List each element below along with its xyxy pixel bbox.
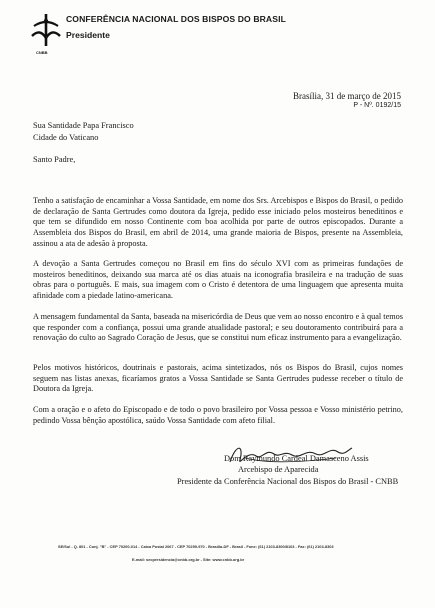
body-paragraph: A devoção a Santa Gertrudes começou no Brasil em fins do século XVI com as primeiras fundações de mosteiros beneditinos, deixando sua marca até os dias atuais na iconografia brasileira e na tradução de suas obras para o português. E mais, sua imagem com o Cristo é detentora de uma linguagem que apresenta muita afinidade com a piedade latino-americana. (33, 259, 403, 301)
recipient-name: Sua Santidade Papa Francisco (33, 121, 134, 130)
logo-caption: CNBB (36, 50, 48, 55)
signatory-name: Dom Raymundo Cardeal Damasceno Assis (224, 454, 369, 463)
signatory-position: Presidente da Conferência Nacional dos Bispos do Brasil - CNBB (177, 477, 399, 486)
salutation: Santo Padre, (33, 155, 76, 164)
recipient-block (33, 120, 134, 143)
letterhead-role: Presidente (66, 30, 110, 40)
body-paragraph: Tenho a satisfação de encaminhar a Vossa Santidade, em nome dos Srs. Arcebispos e Bispos do Brasil, o pedido de declaração de Santa Gertrudes como doutora da Igreja, pedido esse iniciado pelos mosteiros beneditinos e que tem se difundido em nosso Continente com boa acolhida por parte de outros episcopados. Durante a Assembleia dos Bispos do Brasil, em abril de 2014, uma grande maioria de Bispos, presente na Assembleia, assinou a ata de adesão à proposta. (33, 196, 403, 248)
footer-address: SE/Sul - Q. 801 - Conj. "B" - CEP 70200-014 - Caixa Postal 2067 - CEP 70259-970 - Brasília-DF - Brasil - Fone: (61) 2103-8300/8103 - Fax: (61) 2103-8303 (58, 544, 334, 549)
body-paragraph: A mensagem fundamental da Santa, baseada na misericórdia de Deus que vem ao nosso encontro e à qual temos que responder com a confiança, possui uma grande atualidade pastoral; e seu doutoramento contribuirá para a renovação do culto ao Sagrado Coração de Jesus, que se constitui num eficaz instrumento para a evangelização. (33, 312, 403, 343)
reference-number: P - Nº. 0192/15 (353, 102, 401, 109)
body-paragraph: Pelos motivos históricos, doutrinais e pastorais, acima sintetizados, nós os Bispos do Brasil, cujos nomes seguem nas listas anexas, ficaríamos gratos a Vossa Santidade se Santa Gertrudes pudesse receber o título de Doutora da Igreja. (33, 363, 403, 394)
letter-date: Brasília, 31 de março de 2015 (293, 91, 401, 101)
body-paragraph: Com a oração e o afeto do Episcopado e de todo o povo brasileiro por Vossa pessoa e Vosso ministério petrino, pedindo Vossa bênção apostólica, saúdo Vossa Santidade com afeto filial. (33, 405, 403, 425)
recipient-location: Cidade do Vaticano (33, 132, 99, 142)
footer-contact: E-mail: secpresidencia@cnbb.org.br - Site: www.cnbb.org.br (132, 557, 245, 562)
signatory-title: Arcebispo de Aparecida (238, 465, 319, 474)
organization-name: CONFERÊNCIA NACIONAL DOS BISPOS DO BRASIL (66, 14, 286, 24)
